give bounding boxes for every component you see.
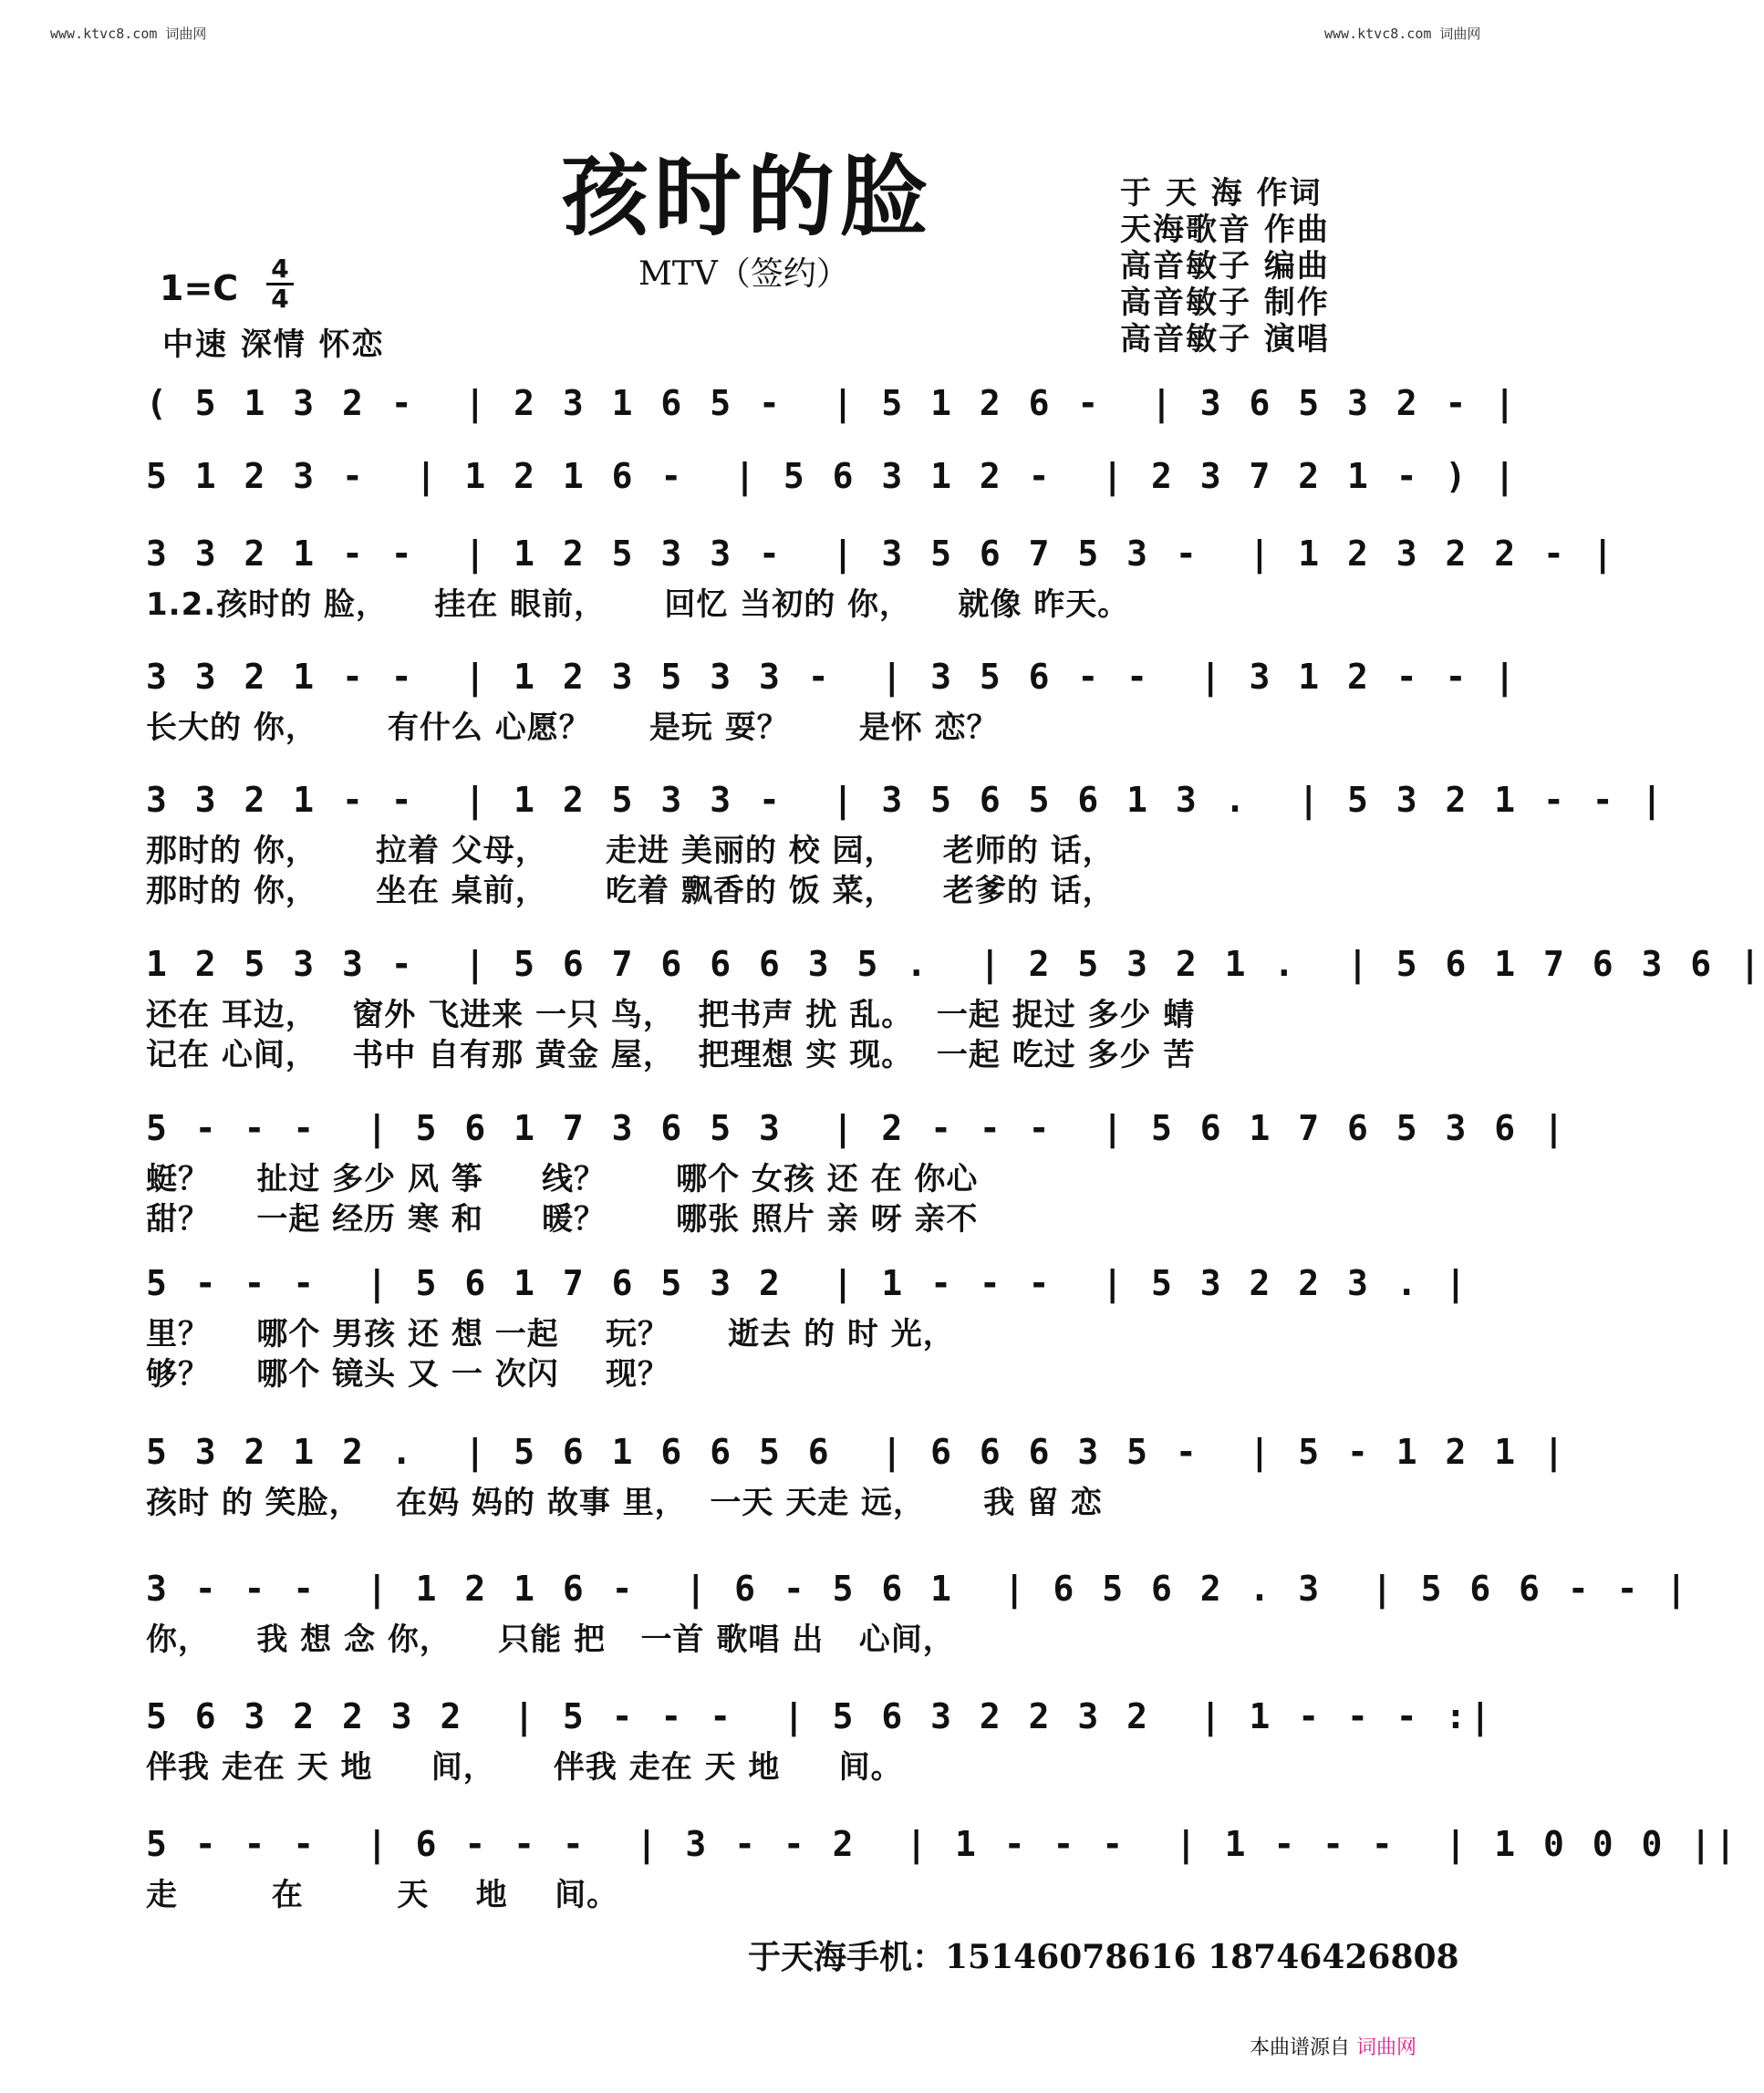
key-signature: 1=C: [160, 268, 239, 308]
time-signature: [266, 255, 294, 313]
lyric-line: 走 在 天 地 间。: [146, 1877, 619, 1913]
score-notes: 5 3 2 1 2 . | 5 6 1 6 6 5 6 | 6 6 6 3 5 - | 5 - 1 2 1 |: [146, 1432, 1568, 1472]
score-notes: 3 - - - | 1 2 1 6 - | 6 - 5 6 1 | 6 5 6 2 . 3 | 5 6 6 - - |: [146, 1569, 1691, 1609]
score-notes: 5 - - - | 5 6 1 7 6 5 3 2 | 1 - - - | 5 3 2 2 3 . |: [146, 1263, 1470, 1303]
score-notes: 3 3 2 1 - - | 1 2 5 3 3 - | 3 5 6 5 6 1 3 . | 5 3 2 1 - - |: [146, 780, 1666, 820]
song-subtitle: MTV（签约）: [638, 255, 849, 293]
score-notes: ( 5 1 3 2 - | 2 3 1 6 5 - | 5 1 2 6 - | 3 6 5 3 2 - |: [146, 383, 1520, 423]
credit-composer: 天海歌音 作曲: [1120, 212, 1330, 248]
credit-lyricist: 于 天 海 作词: [1120, 175, 1323, 212]
lyric-line: 孩时 的 笑脸， 在妈 妈的 故事 里， 一天 天走 远， 我 留 恋: [146, 1485, 1103, 1521]
lyric-line: 记在 心间， 书中 自有那 黄金 屋， 把理想 实 现。 一起 吃过 多少 苦: [146, 1037, 1196, 1073]
score-notes: 5 - - - | 5 6 1 7 3 6 5 3 | 2 - - - | 5 6 1 7 6 5 3 6 |: [146, 1108, 1568, 1148]
source-prefix: 本曲谱源自: [1250, 2036, 1351, 2059]
lyric-line: 甜？ 一起 经历 寒 和 暖？ 哪张 照片 亲 呀 亲不: [146, 1201, 979, 1238]
lyric-line: 那时的 你， 坐在 桌前， 吃着 飘香的 饭 菜， 老爹的 话，: [146, 873, 1115, 909]
song-title: 孩时的脸: [561, 145, 933, 248]
lyric-line: 伴我 走在 天 地 间， 伴我 走在 天 地 间。: [146, 1749, 903, 1786]
score-notes: 5 6 3 2 2 3 2 | 5 - - - | 5 6 3 2 2 3 2 | 1 - - - :|: [146, 1696, 1495, 1736]
time-signature-bottom: 4: [271, 284, 289, 314]
score-notes: 3 3 2 1 - - | 1 2 5 3 3 - | 3 5 6 7 5 3 - | 1 2 3 2 2 - |: [146, 534, 1617, 574]
tempo-marking: 中速 深情 怀恋: [162, 326, 385, 363]
lyric-line: 1.2.孩时的 脸， 挂在 眼前， 回忆 当初的 你， 就像 昨天。: [146, 586, 1130, 623]
score-notes: 5 1 2 3 - | 1 2 1 6 - | 5 6 3 1 2 - | 2 3 7 2 1 - ) |: [146, 456, 1520, 496]
lyric-line: 里？ 哪个 男孩 还 想 一起 玩？ 逝去 的 时 光，: [146, 1316, 955, 1352]
score-notes: 3 3 2 1 - - | 1 2 3 5 3 3 - | 3 5 6 - - | 3 1 2 - - |: [146, 657, 1520, 697]
time-signature-top: 4: [271, 254, 289, 284]
lyric-line: 那时的 你， 拉着 父母， 走进 美丽的 校 园， 老师的 话，: [146, 833, 1115, 869]
header-url-right[interactable]: www.ktvc8.com 词曲网: [1324, 26, 1481, 42]
lyric-line: 蜓？ 扯过 多少 风 筝 线？ 哪个 女孩 还 在 你心: [146, 1161, 979, 1197]
credit-arranger: 高音敏子 编曲: [1120, 248, 1330, 285]
score-notes: 1 2 5 3 3 - | 5 6 7 6 6 6 3 5 . | 2 5 3 2 1 . | 5 6 1 7 6 3 6 |: [146, 944, 1764, 984]
lyric-line: 够？ 哪个 镜头 又 一 次闪 现？: [146, 1356, 670, 1393]
contact-phone: 于天海手机：15146078616 18746426808: [748, 1938, 1459, 1976]
credit-producer: 高音敏子 制作: [1120, 285, 1330, 321]
lyric-line: 你， 我 想 念 你， 只能 把 一首 歌唱 出 心间，: [146, 1622, 955, 1658]
lyric-line: 长大的 你， 有什么 心愿？ 是玩 耍？ 是怀 恋？: [146, 710, 999, 746]
score-notes: 5 - - - | 6 - - - | 3 - - 2 | 1 - - - | 1 - - - | 1 0 0 0 ||: [146, 1824, 1740, 1864]
source-credit: [1250, 2032, 1416, 2060]
credit-singer: 高音敏子 演唱: [1120, 321, 1330, 357]
credits-block: [1120, 175, 1467, 357]
lyric-line: 还在 耳边， 窗外 飞进来 一只 鸟， 把书声 扰 乱。 一起 捉过 多少 蜻: [146, 997, 1196, 1033]
source-brand-link[interactable]: 词曲网: [1356, 2036, 1417, 2059]
header-url-left[interactable]: www.ktvc8.com 词曲网: [50, 26, 207, 42]
